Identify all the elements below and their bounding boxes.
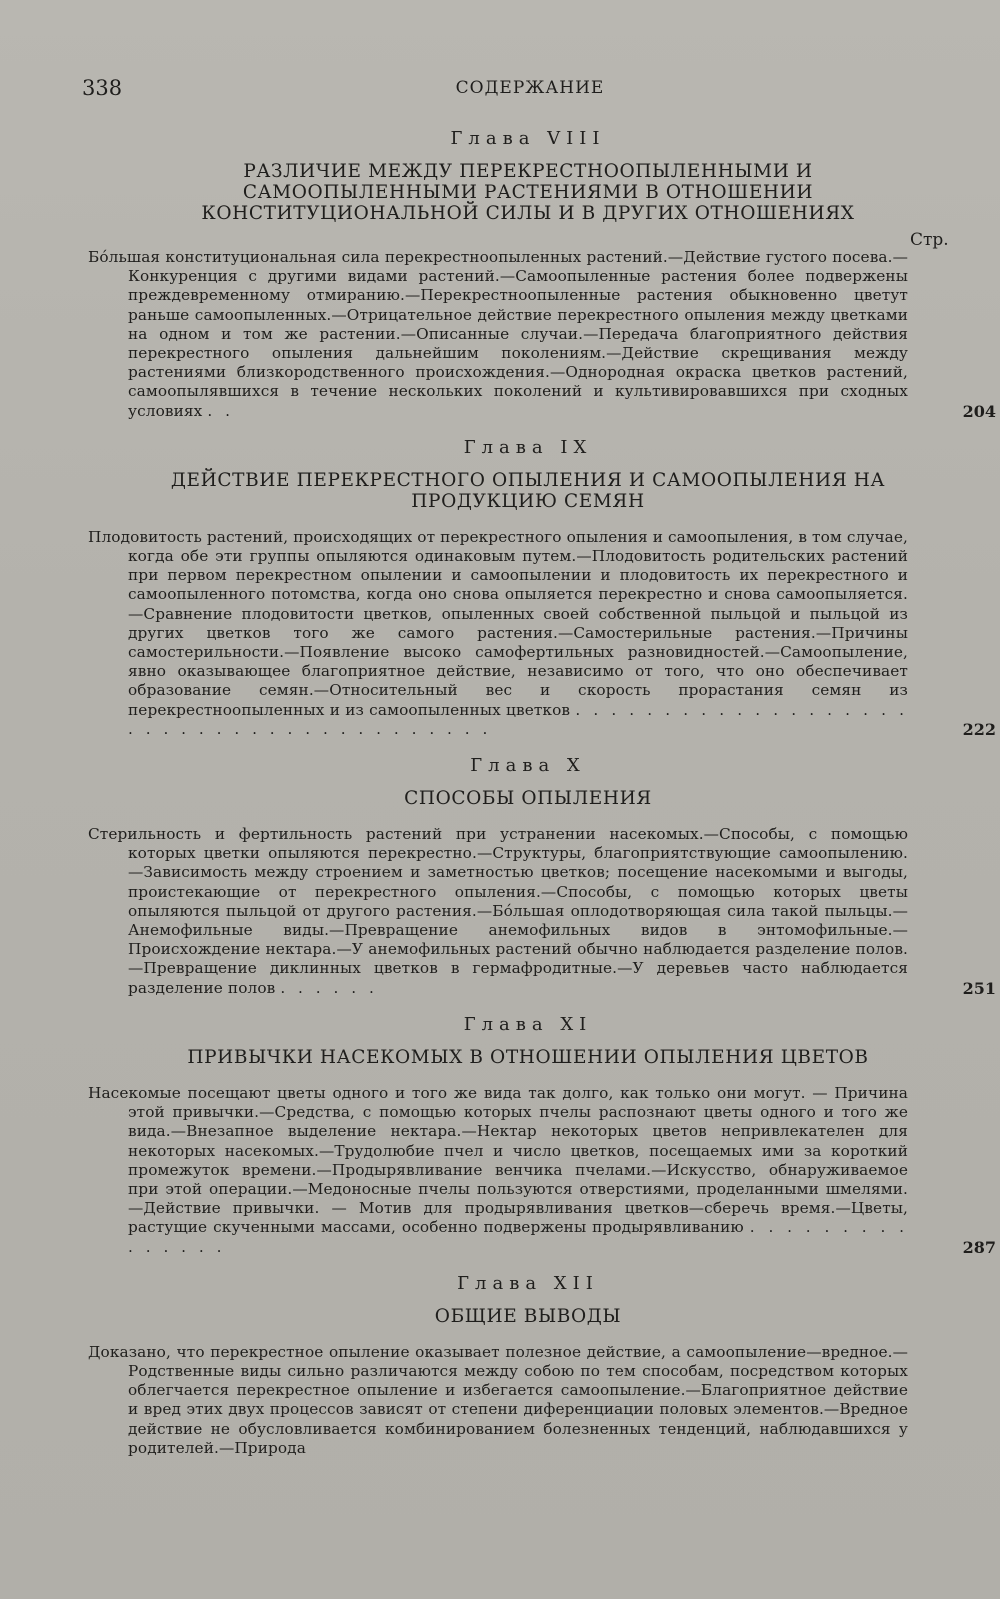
chapter-summary — [88, 248, 908, 421]
chapter-entry — [88, 1083, 996, 1257]
chapter-summary — [88, 1084, 908, 1257]
page-column-label: Стр. — [910, 230, 949, 250]
dot-leader: . . — [207, 401, 234, 420]
page-reference: 204 — [962, 401, 996, 421]
chapter-entry — [88, 527, 996, 740]
chapter-label: Глава XII — [457, 1272, 599, 1294]
chapter-label: Глава VIII — [450, 128, 606, 149]
page-reference: 222 — [962, 720, 996, 740]
summary-text: Плодовитость растений, происходящих от перекрестного опыления и самоопыления, в том случае, когда обе эти группы опыляются одинаковым путем.—Плодовитость родительских растений при первом перекрестном опылении и самоопылении и плодовитость их перекрестного и самоопыленного потомства, когда оно снова опыляется перекрестно и снова самоопыляется.—Сравнение плодовитости цветков, опыленных своей собственной пыльцой и пыльцой из других цветков того же самого растения.—Самостерильные растения.—Причины самостерильности.—Появление высоко самофертильных разновидностей.—Самоопыление, явно оказывающее благоприятное действие, независимо от того, что оно обеспечивает образование семян.—Относительный вес и скорость прорастания семян из перекрестноопыленных и из самоопыленных цветков — [88, 527, 908, 719]
running-title: СОДЕРЖАНИЕ — [455, 78, 605, 98]
summary-text: Доказано, что перекрестное опыление оказывает полезное действие, а самоопыление—вредное.—Родственные виды сильно различаются между собою по тем способам, посредством которых облегчается перекрестное опыление и избегается самоопыление.—Благоприятное действие и вред этих двух процессов зависят от степени диференциации половых элементов.—Вредное действие не обусловливается комбинированием болезненных тенденций, наблюдавшихся у родителей.—Природа — [88, 1342, 908, 1457]
chapter-11 — [88, 1013, 996, 1257]
chapter-label: Глава XI — [463, 1013, 593, 1035]
chapter-entry — [88, 1343, 908, 1458]
chapter-summary — [88, 528, 908, 739]
dot-leader: . . . . . . . . . . . . . . . — [128, 1218, 908, 1256]
chapter-title: ДЕЙСТВИЕ ПЕРЕКРЕСТНОГО ОПЫЛЕНИЯ И САМООПЫЛЕНИЯ НА ПРОДУКЦИЮ СЕМЯН — [170, 469, 886, 512]
chapter-title: РАЗЛИЧИЕ МЕЖДУ ПЕРЕКРЕСТНООПЫЛЕННЫМИ И САМООПЫЛЕННЫМИ РАСТЕНИЯМИ В ОТНОШЕНИИ КОНСТИТУЦИОНАЛЬНОЙ СИЛЫ И В ДРУГИХ ОТНОШЕНИЯХ — [201, 161, 855, 224]
page-reference: 287 — [962, 1237, 996, 1257]
chapter-entry — [88, 825, 996, 998]
summary-text: Бóльшая конституциональная сила перекрестноопыленных растений.—Действие густого посева.—Конкуренция с другими видами растений.—Самоопыленные растения более подвержены преждевременному отмиранию.—Перекрестноопыленные растения обыкновенно цветут раньше самоопыленных.—Отрицательное действие перекрестного опыления между цветками на одном и том же растении.—Описанные случаи.—Передача благоприятного действия перекрестного опыления дальнейшим поколениям.—Действие скрещивания между растениями близкородственного происхождения.—Однородная окраска цветков растений, самоопылявшихся в течение нескольких поколений и культивировавшихся при сходных условиях — [88, 248, 908, 420]
chapter-label: Глава X — [470, 755, 586, 777]
chapter-label: Глава IX — [463, 436, 593, 458]
dot-leader: . . . . . . . . . . . . . . . . . . . . . . . . . . . . . . . . . . . . . . . . — [128, 700, 908, 738]
chapter-entry — [88, 248, 996, 421]
page-reference: 251 — [962, 978, 996, 998]
summary-text: Насекомые посещают цветы одного и того же вида так долго, как только они могут. — Причина этой привычки.—Средства, с помощью которых пчелы распознают цветы одного и того же вида.—Внезапное выделение нектара.—Нектар некоторых цветов непривлекателен для некоторых насекомых.—Трудолюбие пчел и число цветков, посещаемых ими за короткий промежуток времени.—Продырявливание венчика пчелами.—Искусство, обнаруживаемое при этой операции.—Медоносные пчелы пользуются отверстиями, проделанными шмелями.—Действие привычки. — Мотив для продырявливания цветков—сберечь время.—Цветы, растущие скученными массами, особенно подвержены продырявливанию — [88, 1083, 908, 1237]
chapter-title: СПОСОБЫ ОПЫЛЕНИЯ — [404, 788, 652, 810]
chapter-summary — [88, 1343, 908, 1458]
page-header — [0, 72, 1000, 102]
chapter-title: ПРИВЫЧКИ НАСЕКОМЫХ В ОТНОШЕНИИ ОПЫЛЕНИЯ ЦВЕТОВ — [187, 1046, 869, 1068]
chapter-9 — [88, 436, 996, 740]
summary-text: Стерильность и фертильность растений при устранении насекомых.—Способы, с помощью которых цветки опыляются перекрестно.—Структуры, благоприятствующие самоопылению.—Зависимость между строением и заметностью цветков; посещение насекомыми и выгоды, проистекающие от перекрестного опыления.—Способы, с помощью которых цветы опыляются пыльцой от другого растения.—Бóльшая оплодотворяющая сила такой пыльцы.—Анемофильные виды.—Превращение анемофильных видов в энтомофильные.—Происхождение нектара.—У анемофильных растений обычно наблюдается разделение полов.—Превращение диклинных цветков в гермафродитные.—У деревьев часто наблюдается разделение полов — [88, 825, 908, 997]
dot-leader: . . . . . . — [280, 978, 378, 997]
table-of-contents — [88, 124, 996, 1474]
page-number: 338 — [82, 76, 123, 100]
chapter-12 — [88, 1273, 968, 1458]
chapter-10 — [88, 755, 996, 998]
chapter-summary — [88, 825, 908, 998]
chapter-title: ОБЩИЕ ВЫВОДЫ — [434, 1305, 622, 1327]
chapter-8 — [88, 128, 996, 421]
